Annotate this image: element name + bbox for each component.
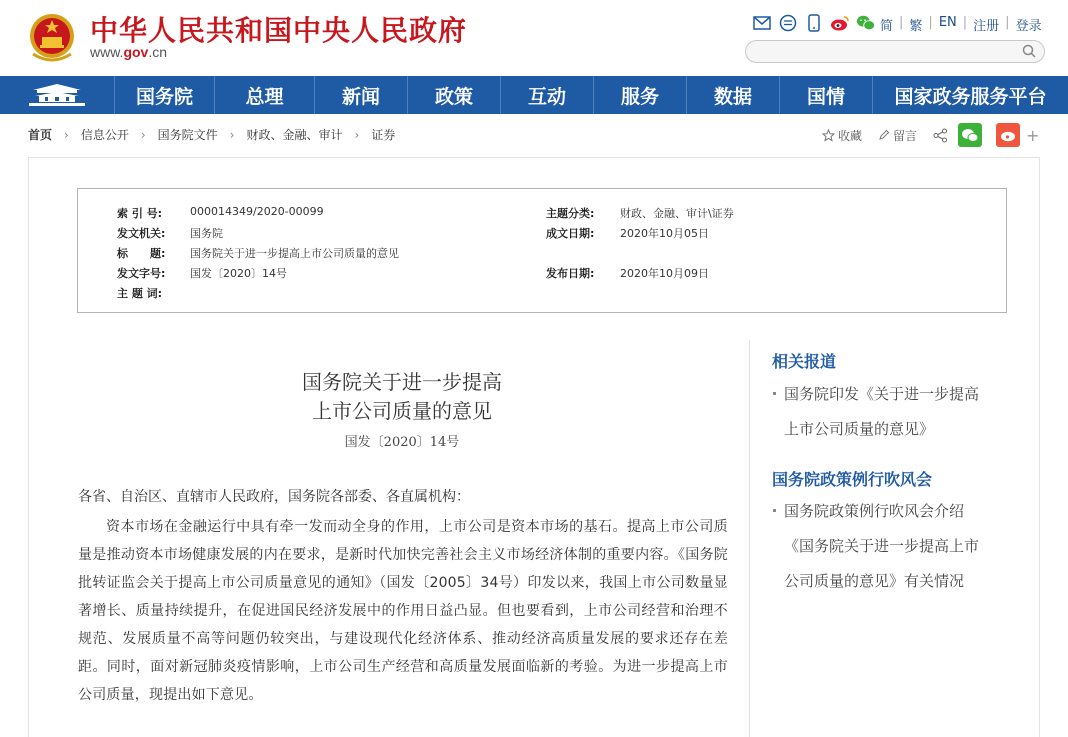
link-traditional[interactable]: 繁 (909, 19, 923, 34)
weibo-share-icon[interactable] (996, 123, 1020, 147)
wechat-share-icon[interactable] (958, 123, 982, 147)
favorite-label: 收藏 (838, 128, 863, 143)
chevron-right-icon: › (229, 127, 235, 142)
meta-label: 成文日期: (546, 227, 595, 240)
meta-label: 主 题 词: (117, 287, 163, 300)
related-report-link[interactable] (772, 377, 1002, 447)
link-line: 国务院政策例行吹风会介绍 (784, 502, 965, 520)
site-header (0, 0, 1068, 76)
top-icons (752, 13, 876, 33)
link-line: 《国务院关于进一步提高上市 (784, 537, 980, 555)
wechat-icon[interactable] (856, 13, 876, 33)
top-links (880, 15, 1042, 34)
meta-index (117, 205, 324, 221)
pencil-icon (878, 129, 890, 141)
meta-label: 索 引 号: (117, 207, 163, 220)
chevron-right-icon: › (140, 127, 146, 142)
link-line: 上市公司质量的意见》 (784, 420, 935, 438)
meta-topic (546, 205, 734, 221)
separator: | (962, 15, 968, 30)
nav-item-premier[interactable]: 总理 (215, 76, 315, 114)
breadcrumb-home[interactable]: 首页 (28, 128, 53, 142)
meta-created-date (546, 225, 709, 241)
document-salutation: 各省、自治区、直辖市人民政府，国务院各部委、各直属机构： (78, 489, 470, 505)
star-icon (822, 129, 835, 142)
meta-value: 000014349/2020-00099 (190, 205, 324, 218)
search-input[interactable] (746, 42, 1016, 63)
document-number: 国发〔2020〕14号 (344, 435, 460, 450)
meta-value: 财政、金融、审计\证券 (620, 207, 734, 220)
meta-label: 发文字号: (117, 267, 166, 280)
site-url (90, 44, 167, 60)
breadcrumb (28, 126, 395, 143)
link-register[interactable]: 注册 (973, 19, 1000, 34)
chevron-right-icon: › (354, 127, 360, 142)
meta-value: 2020年10月09日 (620, 267, 709, 280)
nav-item-gov-service-platform[interactable]: 国家政务服务平台 (894, 85, 1047, 108)
comment-button[interactable] (878, 127, 917, 144)
nav-item-services[interactable]: 服务 (594, 76, 687, 114)
separator: | (1005, 15, 1010, 30)
national-emblem-icon[interactable] (27, 10, 77, 64)
meta-label: 标 题: (117, 247, 166, 260)
meta-label: 发布日期: (546, 267, 595, 280)
search-icon[interactable] (1022, 44, 1036, 58)
meta-published-date (546, 265, 709, 281)
meta-issuer (117, 225, 223, 241)
search-box (745, 40, 1045, 63)
separator: | (899, 15, 904, 30)
meta-label: 发文机关: (117, 227, 166, 240)
document-body-paragraph: 资本市场在金融运行中具有牵一发而动全身的作用，上市公司是资本市场的基石。提高上市公司质量是推动资本市场健康发展的内在要求，是新时代加快完善社会主义市场经济体制的重要内容。《国务院批转证监会关于提高上市公司质量意见的通知》（国发〔2005〕34号）印发以来，我国上市公司数量显著增长、质量持续提升，在促进国民经济发展中的作用日益凸显。但也要看到，上市公司经营和治理不规范、发展质量不高等问题仍较突出，与建设现代化经济体系、推动经济高质量发展的要求还存在差距。同时，面对新冠肺炎疫情影响，上市公司生产经营和高质量发展面临新的考验。为进一步提高上市公司质量，现提出如下意见。 (78, 519, 728, 703)
link-simplified[interactable]: 简 (880, 19, 894, 34)
policy-briefing-heading: 国务院政策例行吹风会 (772, 470, 933, 489)
nav-item-interaction[interactable]: 互动 (501, 76, 594, 114)
tiananmen-logo-icon[interactable] (0, 76, 115, 114)
page-tools (822, 123, 1039, 147)
document-metadata (77, 188, 1007, 313)
breadcrumb-securities[interactable]: 证券 (371, 128, 396, 142)
favorite-button[interactable] (822, 127, 862, 144)
link-line: 公司质量的意见》有关情况 (784, 572, 965, 590)
nav-item-news[interactable]: 新闻 (315, 76, 408, 114)
main-nav (0, 76, 1068, 114)
breadcrumb-finance[interactable]: 财政、金融、审计 (246, 128, 343, 142)
policy-briefing-link[interactable] (772, 494, 1002, 599)
url-prefix: www. (90, 44, 124, 60)
meta-value: 国务院 (190, 227, 223, 240)
link-line: 国务院印发《关于进一步提高 (784, 385, 980, 403)
document-title-line: 国务院关于进一步提高 (302, 370, 502, 394)
plus-icon[interactable]: + (1026, 125, 1040, 145)
breadcrumb-state-council-documents[interactable]: 国务院文件 (157, 128, 218, 142)
mail-icon[interactable] (752, 13, 772, 33)
meta-label: 主题分类: (546, 207, 595, 220)
nav-item-data[interactable]: 数据 (687, 76, 780, 114)
meta-keywords (117, 285, 190, 301)
share-icon[interactable] (933, 128, 948, 143)
meta-title (117, 245, 399, 261)
separator: | (928, 15, 933, 30)
document-title-line: 上市公司质量的意见 (312, 399, 492, 423)
link-login[interactable]: 登录 (1015, 19, 1042, 34)
policy-briefing-list (772, 494, 1002, 599)
weibo-icon[interactable] (830, 13, 850, 33)
url-brand: gov (123, 44, 149, 60)
site-title[interactable]: 中华人民共和国中央人民政府 (90, 14, 468, 47)
nav-item-state-council[interactable]: 国务院 (115, 76, 215, 114)
message-icon[interactable] (778, 13, 798, 33)
comment-label: 留言 (893, 128, 918, 143)
meta-value: 国务院关于进一步提高上市公司质量的意见 (190, 247, 399, 260)
chevron-right-icon: › (64, 127, 69, 142)
nav-item-national-info[interactable]: 国情 (780, 76, 873, 114)
breadcrumb-info-disclosure[interactable]: 信息公开 (80, 128, 129, 142)
mobile-icon[interactable] (804, 13, 824, 33)
sidebar-divider (749, 340, 750, 737)
meta-document-number (117, 265, 287, 281)
nav-item-policy[interactable]: 政策 (408, 76, 501, 114)
document-title (77, 368, 727, 426)
related-reports-list (772, 377, 1002, 447)
link-english[interactable]: EN (938, 15, 957, 30)
related-reports-heading: 相关报道 (772, 352, 837, 371)
url-suffix: .cn (148, 44, 168, 60)
meta-value: 2020年10月05日 (620, 227, 709, 240)
meta-value: 国发〔2020〕14号 (190, 267, 287, 280)
